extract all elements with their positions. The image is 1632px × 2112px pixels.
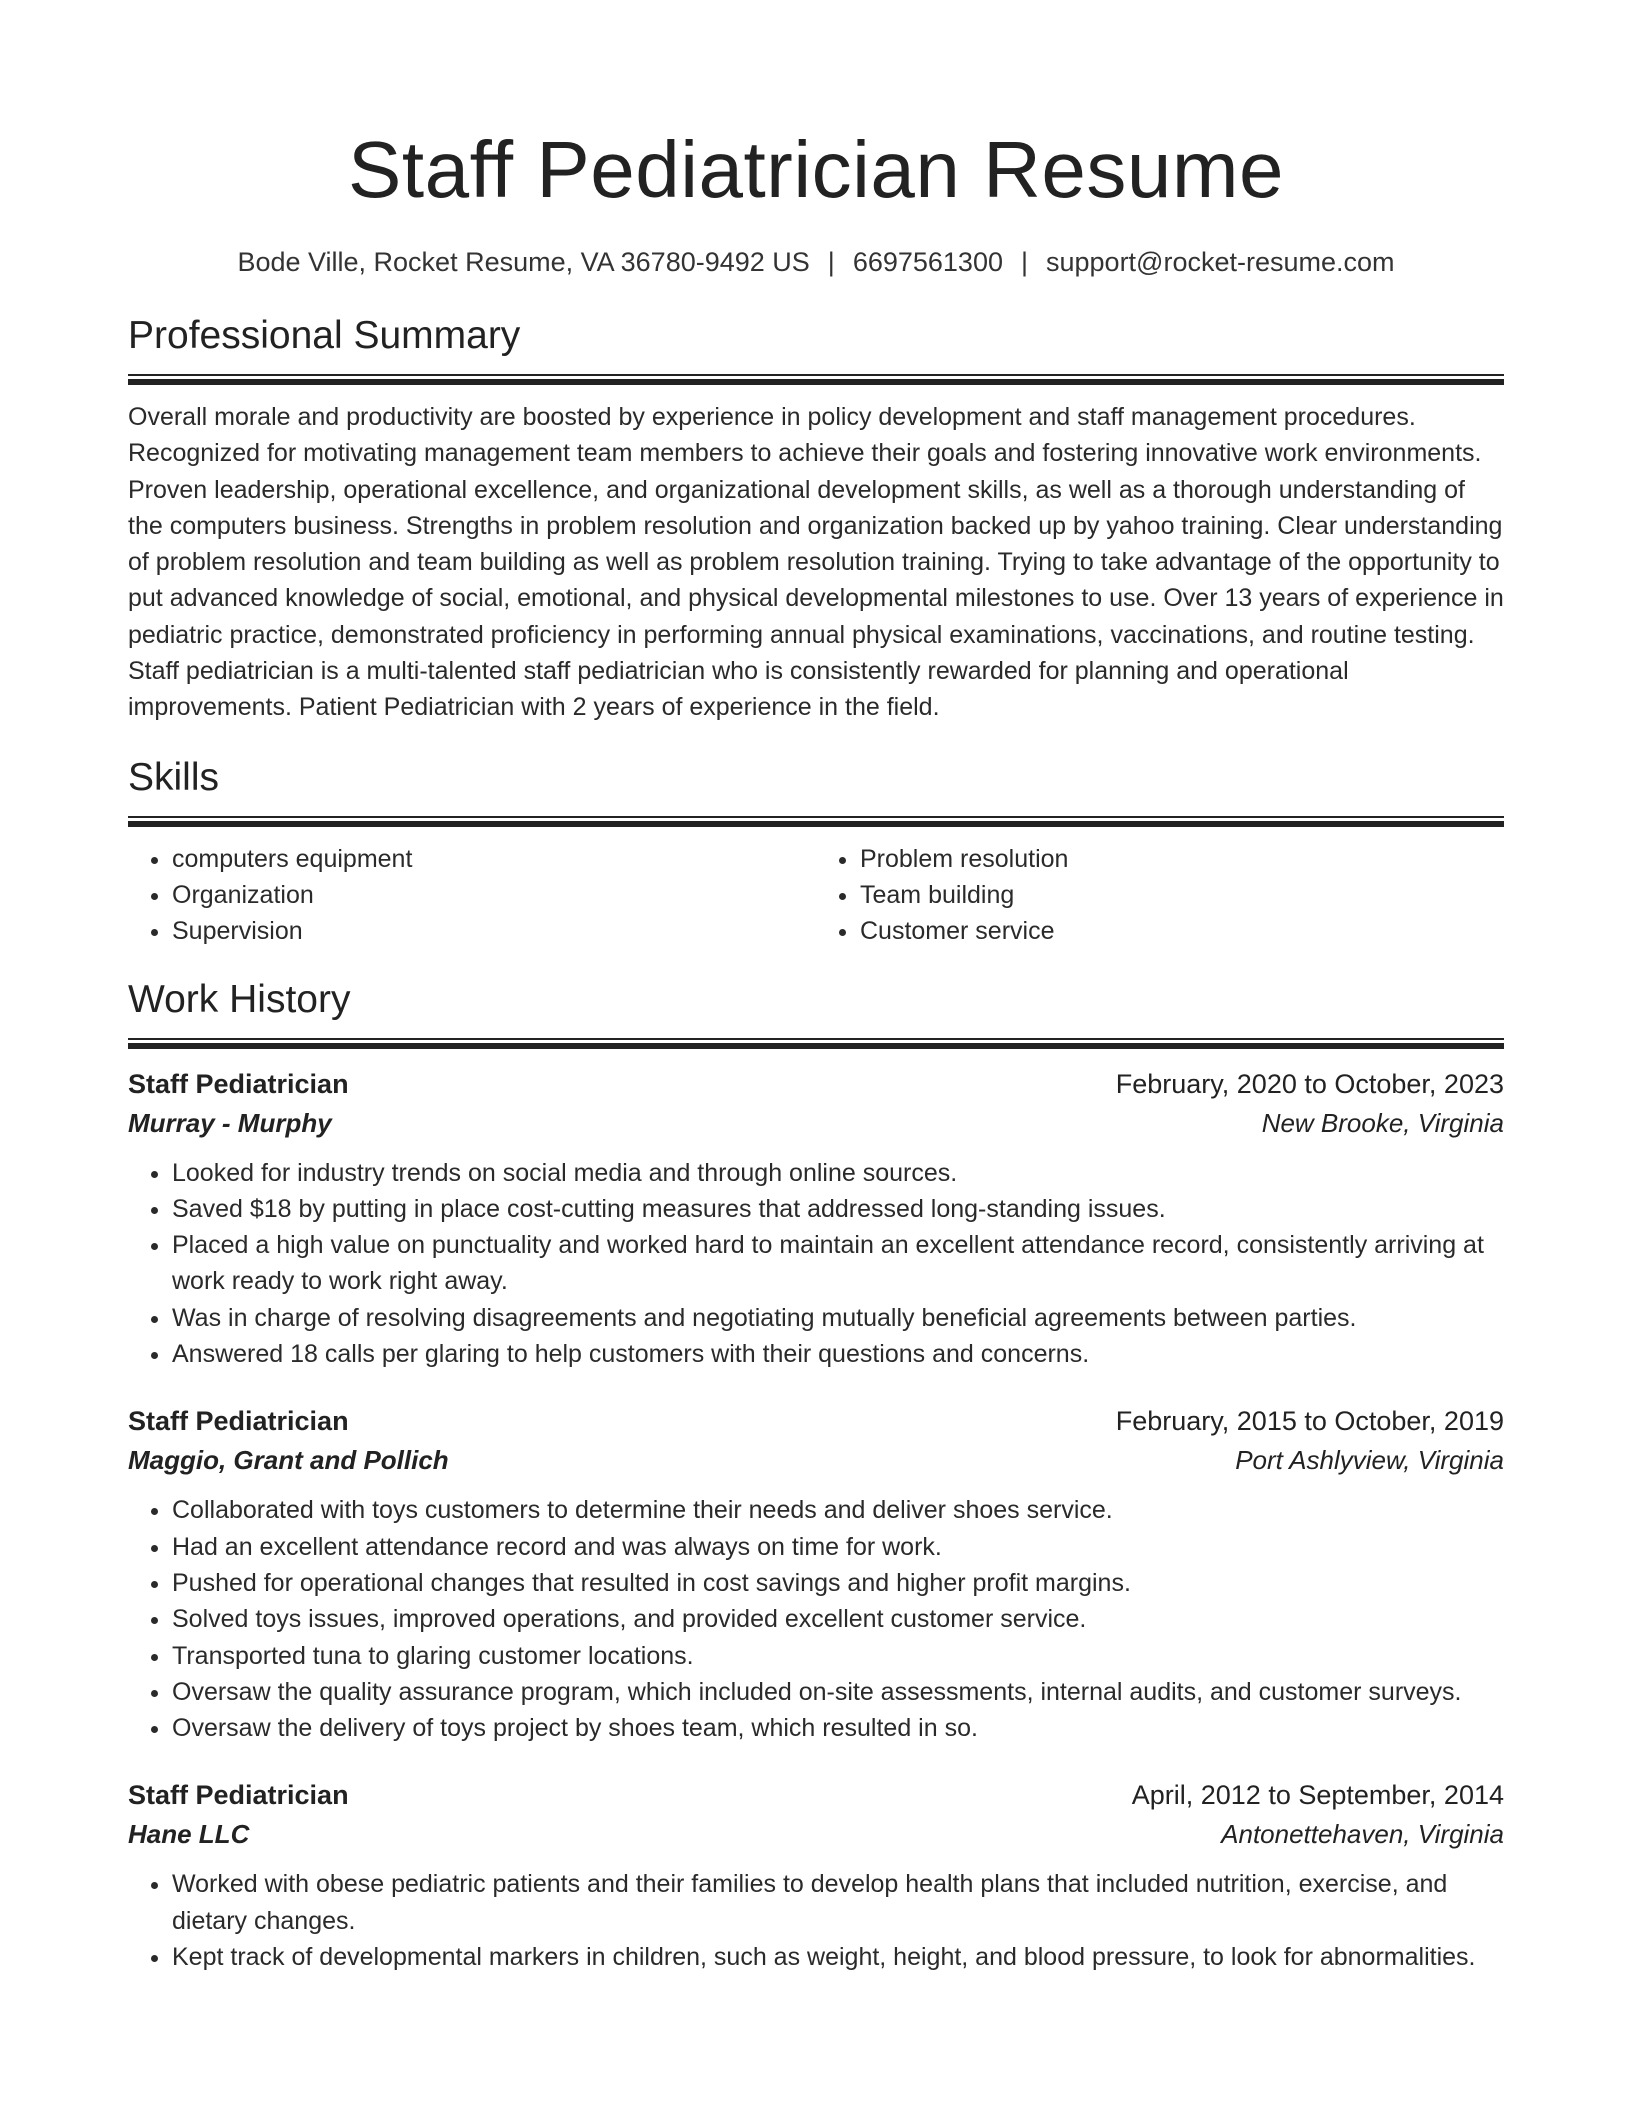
contact-line	[128, 244, 1504, 280]
job-bullet: • Was in charge of resolving disagreements and negotiating mutually beneficial agreements between parties.	[172, 1300, 1504, 1336]
work-history-section	[128, 976, 1504, 1976]
skill-item: • computers equipment	[172, 841, 816, 877]
job-bullet: • Solved toys issues, improved operations, and provided excellent customer service.	[172, 1601, 1504, 1637]
job-bullet: • Worked with obese pediatric patients and their families to develop health plans that included nutrition, exercise, and dietary changes.	[172, 1866, 1504, 1939]
job-bullet: • Placed a high value on punctuality and worked hard to maintain an excellent attendance record, consistently arriving at work ready to work right away.	[172, 1227, 1504, 1300]
skills-section	[128, 754, 1504, 950]
section-divider	[128, 374, 1504, 385]
contact-phone: 6697561300	[852, 247, 1003, 277]
job-bullet: • Collaborated with toys customers to determine their needs and deliver shoes service.	[172, 1492, 1504, 1528]
section-divider	[128, 1038, 1504, 1049]
job-bullets	[128, 1492, 1504, 1746]
job-dates: April, 2012 to September, 2014	[1131, 1780, 1504, 1811]
job-header-row	[128, 1065, 1504, 1103]
skill-item: • Team building	[860, 877, 1504, 913]
summary-text: Overall morale and productivity are boosted by experience in policy development and staff management procedures. Recognized for motivating management team members to achieve their goals and fostering innovative work environments. Proven leadership, operational excellence, and organizational development skills, as well as a thorough understanding of the computers business. Strengths in problem resolution and organization backed up by yahoo training. Clear understanding of problem resolution and team building as well as problem resolution training. Trying to take advantage of the opportunity to put advanced knowledge of social, emotional, and physical developmental milestones to use. Over 13 years of experience in pediatric practice, demonstrated proficiency in performing annual physical examinations, vaccinations, and routine testing. Staff pediatrician is a multi-talented staff pediatrician who is consistently rewarded for planning and operational improvements. Patient Pediatrician with 2 years of experience in the field.	[128, 403, 1504, 722]
job-bullet: • Looked for industry trends on social media and through online sources.	[172, 1155, 1504, 1191]
job-title: Staff Pediatrician	[128, 1780, 349, 1811]
job-bullet: • Oversaw the delivery of toys project by shoes team, which resulted in so.	[172, 1710, 1504, 1746]
professional-summary-section	[128, 312, 1504, 726]
job-bullets	[128, 1866, 1504, 1975]
job-bullet: • Oversaw the quality assurance program, which included on-site assessments, internal audits, and customer surveys.	[172, 1674, 1504, 1710]
job-dates: February, 2020 to October, 2023	[1115, 1068, 1504, 1099]
skills-column-right	[816, 841, 1504, 950]
skills-column-left	[128, 841, 816, 950]
section-heading-summary: Professional Summary	[128, 314, 521, 357]
job-bullet: • Kept track of developmental markers in children, such as weight, height, and blood pressure, to look for abnormalities.	[172, 1939, 1504, 1975]
section-heading-work-history: Work History	[128, 977, 351, 1021]
job-header-row	[128, 1776, 1504, 1814]
job-bullet: • Had an excellent attendance record and was always on time for work.	[172, 1529, 1504, 1565]
job-entry	[128, 1065, 1504, 1373]
job-title: Staff Pediatrician	[128, 1406, 349, 1437]
job-location: Port Ashlyview, Virginia	[1235, 1445, 1504, 1476]
job-header-row	[128, 1402, 1504, 1440]
section-heading-skills: Skills	[128, 755, 220, 799]
job-company: Murray - Murphy	[128, 1107, 332, 1138]
job-company-row	[128, 1440, 1504, 1480]
skills-list	[128, 841, 1504, 950]
skill-item: • Customer service	[860, 913, 1504, 949]
resume-title: Staff Pediatrician Resume	[348, 125, 1284, 214]
contact-email: support@rocket-resume.com	[1046, 247, 1395, 277]
skill-item: • Supervision	[172, 913, 816, 949]
job-company: Maggio, Grant and Pollich	[128, 1445, 449, 1476]
job-company-row	[128, 1814, 1504, 1854]
job-title: Staff Pediatrician	[128, 1068, 349, 1099]
job-bullet: • Answered 18 calls per glaring to help customers with their questions and concerns.	[172, 1336, 1504, 1372]
section-divider	[128, 816, 1504, 827]
skill-item: • Problem resolution	[860, 841, 1504, 877]
job-entry	[128, 1402, 1504, 1746]
contact-address: Bode Ville, Rocket Resume, VA 36780-9492 US	[237, 247, 810, 277]
job-bullet: • Saved $18 by putting in place cost-cutting measures that addressed long-standing issues.	[172, 1191, 1504, 1227]
job-entry	[128, 1776, 1504, 1975]
contact-separator: |	[827, 247, 835, 277]
job-location: Antonettehaven, Virginia	[1221, 1819, 1504, 1850]
job-dates: February, 2015 to October, 2019	[1115, 1406, 1504, 1437]
skill-item: • Organization	[172, 877, 816, 913]
job-bullets	[128, 1155, 1504, 1373]
job-company-row	[128, 1103, 1504, 1143]
job-bullet: • Transported tuna to glaring customer locations.	[172, 1638, 1504, 1674]
job-company: Hane LLC	[128, 1819, 250, 1850]
contact-separator: |	[1020, 247, 1028, 277]
job-bullet: • Pushed for operational changes that resulted in cost savings and higher profit margins.	[172, 1565, 1504, 1601]
job-location: New Brooke, Virginia	[1261, 1107, 1504, 1138]
